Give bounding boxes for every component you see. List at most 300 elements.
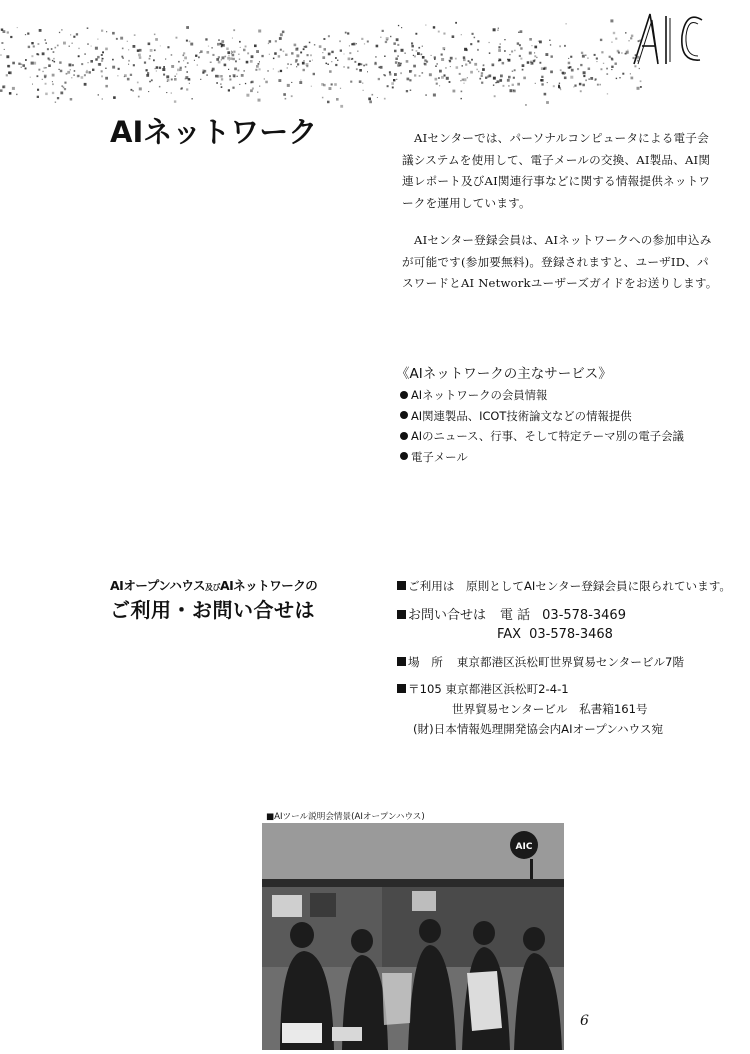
- speckle-dot: [37, 89, 39, 91]
- speckle-dot: [498, 60, 500, 62]
- speckle-dot: [616, 78, 617, 79]
- speckle-dot: [436, 83, 438, 85]
- speckle-dot: [322, 56, 325, 59]
- speckle-dot: [344, 66, 345, 67]
- speckle-dot: [232, 87, 234, 89]
- speckle-dot: [306, 65, 308, 67]
- services-list: [400, 385, 684, 467]
- speckle-dot: [258, 30, 261, 33]
- speckle-dot: [527, 61, 530, 64]
- bullet-icon: [400, 432, 408, 440]
- speckle-dot: [246, 94, 249, 97]
- speckle-dot: [326, 63, 328, 65]
- speckle-dot: [297, 63, 299, 65]
- speckle-dot: [239, 41, 241, 43]
- speckle-dot: [564, 77, 567, 80]
- speckle-dot: [413, 65, 416, 68]
- speckle-dot: [102, 58, 103, 59]
- square-bullet-icon: [397, 684, 406, 693]
- speckle-dot: [415, 33, 417, 35]
- speckle-dot: [600, 39, 602, 41]
- meeting-photo: [262, 823, 564, 1050]
- speckle-dot: [296, 54, 299, 57]
- speckle-dot: [360, 63, 362, 65]
- speckle-dot: [101, 70, 103, 72]
- speckle-dot: [118, 68, 120, 70]
- speckle-dot: [18, 63, 20, 65]
- speckle-dot: [311, 86, 312, 87]
- speckle-dot: [179, 69, 181, 71]
- speckle-dot: [438, 31, 440, 33]
- speckle-dot: [128, 49, 129, 50]
- speckle-dot: [461, 91, 463, 93]
- speckle-dot: [411, 45, 414, 48]
- speckle-dot: [2, 86, 4, 88]
- speckle-dot: [212, 54, 214, 56]
- speckle-dot: [112, 32, 115, 35]
- speckle-dot: [348, 58, 351, 61]
- speckle-dot: [640, 86, 642, 88]
- speckle-dot: [221, 59, 222, 60]
- speckle-dot: [357, 51, 358, 52]
- speckle-dot: [485, 77, 487, 79]
- speckle-dot: [291, 52, 293, 54]
- speckle-dot: [70, 69, 71, 70]
- speckle-dot: [54, 61, 56, 63]
- speckle-dot: [185, 66, 187, 68]
- speckle-dot: [227, 51, 230, 54]
- speckle-dot: [128, 60, 130, 62]
- speckle-dot: [106, 31, 107, 32]
- speckle-dot: [52, 74, 55, 77]
- speckle-dot: [300, 52, 302, 54]
- speckle-dot: [245, 83, 246, 84]
- speckle-dot: [211, 47, 213, 49]
- speckle-dot: [417, 52, 420, 55]
- speckle-dot: [329, 87, 332, 90]
- speckle-dot: [525, 104, 527, 106]
- speckle-dot: [309, 42, 311, 44]
- speckle-dot: [101, 75, 103, 77]
- speckle-dot: [539, 62, 541, 64]
- speckle-dot: [377, 97, 378, 98]
- speckle-dot: [205, 38, 207, 40]
- speckle-dot: [57, 97, 59, 99]
- speckle-dot: [95, 47, 98, 50]
- speckle-dot: [17, 27, 18, 28]
- speckle-dot: [42, 79, 43, 80]
- speckle-dot: [21, 64, 23, 66]
- speckle-dot: [120, 37, 123, 40]
- speckle-dot: [190, 43, 193, 46]
- speckle-dot: [441, 54, 443, 56]
- speckle-dot: [365, 64, 367, 66]
- speckle-dot: [456, 66, 459, 69]
- speckle-dot: [356, 68, 358, 70]
- speckle-dot: [349, 45, 350, 46]
- speckle-dot: [228, 89, 230, 91]
- square-bullet-icon: [397, 581, 406, 590]
- speckle-dot: [433, 94, 436, 97]
- speckle-dot: [369, 101, 372, 104]
- speckle-dot: [200, 50, 203, 53]
- info-address-line3: (財)日本情報処理開発協会内AIオープンハウス宛: [413, 722, 664, 736]
- speckle-dot: [232, 38, 233, 39]
- speckle-dot: [46, 67, 47, 68]
- speckle-dot: [503, 85, 505, 87]
- speckle-dot: [363, 65, 365, 67]
- speckle-dot: [422, 46, 423, 47]
- speckle-dot: [95, 58, 97, 60]
- fax-number: 03-578-3468: [529, 627, 613, 642]
- speckle-dot: [469, 62, 471, 64]
- speckle-dot: [101, 30, 103, 32]
- speckle-dot: [294, 44, 297, 47]
- speckle-dot: [615, 63, 617, 65]
- bullet-icon: [400, 411, 408, 419]
- speckle-dot: [358, 63, 360, 65]
- speckle-dot: [280, 49, 282, 51]
- tel-label: 電 話: [500, 608, 531, 623]
- speckle-dot: [439, 70, 442, 73]
- speckle-dot: [186, 71, 188, 73]
- speckle-dot: [500, 75, 503, 78]
- speckle-dot: [245, 46, 247, 48]
- speckle-dot: [102, 98, 103, 99]
- speckle-dot: [354, 61, 356, 63]
- speckle-dot: [344, 54, 345, 55]
- speckle-dot: [529, 38, 532, 41]
- speckle-dot: [162, 68, 165, 71]
- speckle-dot: [367, 41, 369, 43]
- speckle-dot: [512, 84, 514, 86]
- speckle-dot: [322, 52, 323, 53]
- speckle-dot: [385, 41, 387, 43]
- speckle-dot: [534, 52, 535, 53]
- speckle-dot: [386, 39, 388, 41]
- speckle-dot: [601, 51, 603, 53]
- speckle-dot: [222, 44, 225, 47]
- speckle-dot: [122, 57, 123, 58]
- speckle-dot: [523, 77, 526, 80]
- speckle-dot: [579, 83, 582, 86]
- speckle-dot: [194, 60, 195, 61]
- speckle-dot: [617, 50, 620, 53]
- speckle-dot: [497, 80, 500, 83]
- speckle-dot: [218, 56, 220, 58]
- speckle-dot: [258, 99, 261, 102]
- speckle-dot: [406, 60, 409, 63]
- speckle-dot: [588, 68, 591, 71]
- list-item: [400, 406, 684, 427]
- speckle-dot: [637, 87, 640, 90]
- speckle-dot: [45, 39, 46, 40]
- speckle-dot: [37, 96, 39, 98]
- speckle-dot: [328, 35, 330, 37]
- speckle-dot: [133, 45, 136, 48]
- speckle-dot: [84, 83, 87, 86]
- speckle-dot: [144, 62, 146, 64]
- speckle-dot: [291, 95, 293, 97]
- speckle-dot: [112, 59, 114, 61]
- speckle-dot: [197, 65, 198, 66]
- speckle-dot: [410, 90, 412, 92]
- speckle-dot: [226, 48, 229, 51]
- bullet-icon: [400, 391, 408, 399]
- speckle-dot: [7, 31, 9, 33]
- speckle-dot: [235, 60, 237, 62]
- speckle-dot: [101, 54, 103, 56]
- speckle-dot: [511, 51, 513, 53]
- speckle-dot: [396, 38, 399, 41]
- speckle-dot: [147, 72, 149, 74]
- speckle-dot: [443, 33, 445, 35]
- speckle-dot: [52, 81, 53, 82]
- speckle-dot: [560, 69, 562, 71]
- speckle-dot: [363, 90, 364, 91]
- intro-paragraph-1-text: AIセンターでは、パーソナルコンピュータによる電子会議システムを使用して、電子メールの交換、AI製品、AI関連レポート及びAI関連行事などに関する情報提供ネットワークを運用しています。: [402, 131, 711, 210]
- speckle-dot: [265, 81, 268, 84]
- speckle-dot: [297, 47, 299, 49]
- speckle-dot: [429, 73, 432, 76]
- speckle-dot: [229, 75, 231, 77]
- speckle-dot: [149, 58, 151, 60]
- speckle-dot: [307, 54, 309, 56]
- speckle-dot: [621, 52, 622, 53]
- location-text: 東京都港区浜松町世界貿易センタービル7階: [456, 655, 684, 669]
- speckle-dot: [303, 48, 305, 50]
- speckle-dot: [508, 85, 509, 86]
- speckle-dot: [455, 22, 457, 24]
- speckle-dot: [98, 94, 99, 95]
- speckle-dot: [573, 86, 574, 87]
- speckle-dot: [299, 81, 302, 84]
- speckle-dot: [508, 76, 511, 79]
- postal-text: 〒105 東京都港区浜松町2-4-1: [408, 682, 569, 696]
- speckle-dot: [393, 79, 395, 81]
- speckle-dot: [416, 50, 418, 52]
- speckle-dot: [498, 46, 500, 48]
- speckle-dot: [198, 56, 200, 58]
- speckle-dot: [517, 42, 519, 44]
- speckle-dot: [437, 63, 438, 64]
- speckle-dot: [466, 49, 468, 51]
- speckle-dot: [222, 56, 225, 59]
- speckle-dot: [324, 48, 327, 51]
- speckle-dot: [138, 54, 141, 57]
- speckle-dot: [534, 46, 537, 49]
- speckle-dot: [206, 74, 208, 76]
- speckle-dot: [187, 62, 189, 64]
- speckle-dot: [606, 68, 608, 70]
- speckle-dot: [331, 61, 332, 62]
- speckle-dot: [559, 83, 560, 84]
- speckle-dot: [353, 43, 356, 46]
- list-item: [400, 385, 684, 406]
- speckle-dot: [25, 59, 27, 61]
- speckle-dot: [331, 83, 333, 85]
- speckle-dot: [228, 69, 229, 70]
- speckle-dot: [59, 69, 60, 70]
- speckle-dot: [233, 58, 235, 60]
- speckle-dot: [347, 67, 349, 69]
- service-item-text: AIネットワークの会員情報: [411, 388, 548, 402]
- speckle-dot: [312, 60, 313, 61]
- speckle-dot: [275, 40, 277, 42]
- speckle-dot: [9, 71, 12, 74]
- speckle-dot: [139, 87, 142, 90]
- speckle-dot: [441, 76, 444, 79]
- speckle-dot: [243, 70, 245, 72]
- speckle-dot: [230, 57, 233, 60]
- speckle-dot: [520, 58, 522, 60]
- speckle-dot: [489, 42, 490, 43]
- square-bullet-icon: [397, 657, 406, 666]
- speckle-dot: [10, 36, 12, 38]
- speckle-dot: [154, 49, 156, 51]
- speckle-dot: [340, 105, 343, 108]
- speckle-dot: [279, 37, 282, 40]
- speckle-dot: [492, 64, 495, 67]
- speckle-dot: [549, 40, 550, 41]
- speckle-dot: [233, 75, 235, 77]
- speckle-dot: [630, 73, 631, 74]
- speckle-dot: [296, 66, 297, 67]
- speckle-dot: [186, 26, 189, 29]
- speckle-dot: [27, 33, 29, 35]
- speckle-dot: [596, 61, 597, 62]
- speckle-dot: [181, 87, 183, 89]
- speckle-dot: [585, 80, 587, 82]
- speckle-dot: [256, 50, 259, 53]
- speckle-dot: [73, 36, 75, 38]
- bullet-icon: [400, 452, 408, 460]
- speckle-dot: [482, 68, 485, 71]
- speckle-dot: [132, 90, 134, 92]
- speckle-dot: [102, 51, 104, 53]
- speckle-dot: [133, 64, 135, 66]
- speckle-dot: [3, 30, 6, 33]
- intro-paragraph-2: [402, 230, 720, 295]
- intro-paragraph-2-text: AIセンター登録会員は、AIネットワークへの参加申込みが可能です(参加要無料)。登録されますと、ユーザID、パスワードとAI Networkユーザーズガイドをお送りします。: [402, 233, 718, 290]
- speckle-dot: [229, 79, 231, 81]
- contact-heading-b: AIネットワークの: [219, 578, 318, 593]
- speckle-dot: [208, 46, 209, 47]
- speckle-dot: [313, 73, 315, 75]
- speckle-dot: [384, 98, 386, 100]
- speckle-dot: [545, 53, 548, 56]
- speckle-dot: [159, 67, 161, 69]
- speckle-dot: [431, 55, 432, 56]
- speckle-dot: [105, 48, 108, 51]
- speckle-dot: [328, 53, 331, 56]
- contact-heading-line1: [110, 576, 317, 594]
- speckle-dot: [61, 85, 63, 87]
- speckle-dot: [372, 94, 374, 96]
- speckle-dot: [303, 69, 305, 71]
- speckle-dot: [202, 72, 204, 74]
- speckle-dot: [478, 71, 479, 72]
- speckle-dot: [137, 49, 140, 52]
- speckle-dot: [438, 77, 440, 79]
- speckle-dot: [409, 79, 411, 81]
- speckle-dot: [340, 88, 341, 89]
- speckle-dot: [582, 84, 585, 87]
- speckle-dot: [258, 63, 260, 65]
- speckle-dot: [323, 38, 325, 40]
- speckle-dot: [86, 71, 88, 73]
- speckle-dot: [389, 71, 391, 73]
- speckle-dot: [434, 56, 436, 58]
- speckle-dot: [240, 47, 241, 48]
- contact-heading-line2: ご利用・お問い合せは: [110, 598, 315, 622]
- speckle-dot: [112, 66, 115, 69]
- speckle-dot: [22, 64, 25, 67]
- speckle-dot: [131, 89, 133, 91]
- speckle-dot: [90, 60, 93, 63]
- speckle-dot: [384, 75, 386, 77]
- speckle-dot: [522, 69, 524, 71]
- speckle-dot: [259, 86, 260, 87]
- speckle-dot: [227, 57, 230, 60]
- speckle-dot: [283, 51, 285, 53]
- speckle-dot: [401, 49, 404, 52]
- speckle-dot: [171, 65, 174, 68]
- speckle-dot: [117, 75, 118, 76]
- speckle-dot: [92, 69, 94, 71]
- speckle-dot: [84, 53, 86, 55]
- speckle-dot: [570, 76, 573, 79]
- speckle-dot: [177, 69, 180, 72]
- speckle-dot: [239, 84, 240, 85]
- speckle-dot: [359, 69, 362, 72]
- speckle-dot: [424, 63, 426, 65]
- speckle-dot: [134, 34, 136, 36]
- speckle-dot: [67, 71, 70, 74]
- speckle-dot: [60, 92, 63, 95]
- speckle-dot: [327, 101, 330, 104]
- speckle-dot: [6, 55, 9, 58]
- speckle-dot: [176, 73, 177, 74]
- speckle-dot: [238, 70, 240, 72]
- speckle-dot: [9, 92, 12, 95]
- speckle-dot: [55, 47, 57, 49]
- speckle-dot: [453, 90, 456, 93]
- speckle-dot: [282, 31, 285, 33]
- speckle-dot: [234, 68, 237, 71]
- speckle-dot: [610, 19, 613, 22]
- info-usage: [397, 578, 731, 594]
- speckle-dot: [49, 59, 51, 61]
- speckle-dot: [233, 29, 235, 31]
- speckle-dot: [583, 71, 586, 74]
- speckle-dot: [441, 58, 444, 61]
- speckle-dot: [273, 58, 275, 60]
- speckle-dot: [514, 69, 516, 71]
- speckle-dot: [233, 51, 235, 53]
- speckle-dot: [42, 71, 43, 72]
- speckle-dot: [571, 69, 574, 72]
- speckle-dot: [463, 56, 465, 58]
- speckle-dot: [465, 64, 467, 66]
- speckle-dot: [175, 76, 176, 77]
- speckle-dot: [64, 88, 66, 90]
- speckle-dot: [500, 44, 501, 45]
- speckle-dot: [45, 42, 47, 44]
- speckle-dot: [0, 89, 3, 92]
- speckle-dot: [375, 56, 377, 58]
- speckle-dot: [105, 77, 108, 80]
